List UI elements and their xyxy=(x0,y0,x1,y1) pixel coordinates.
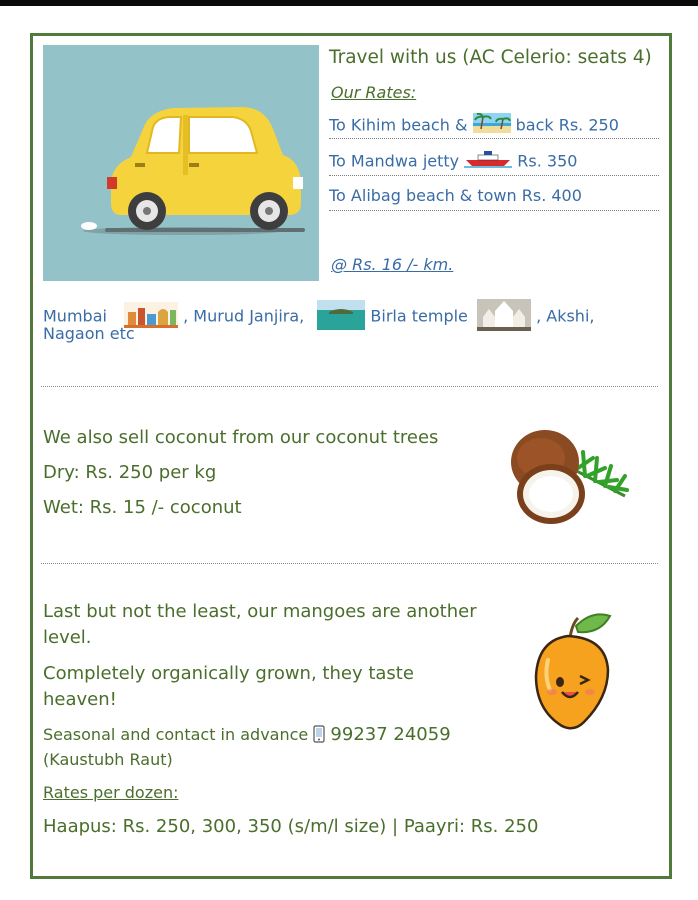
mango-rates: Haapus: Rs. 250, 300, 350 (s/m/l size) | Paayri: Rs. 250 xyxy=(43,816,539,837)
coconut-wet-price: Wet: Rs. 15 /- coconut xyxy=(43,497,242,518)
travel-title: Travel with us (AC Celerio: seats 4) xyxy=(329,47,652,68)
seasonal-text: Seasonal and contact in advance xyxy=(43,725,314,744)
phone-icon xyxy=(313,725,325,747)
mango-icon xyxy=(530,610,616,738)
place-mumbai: Mumbai xyxy=(43,306,107,326)
coconut-dry-price: Dry: Rs. 250 per kg xyxy=(43,462,217,483)
mango-organic-line2: heaven! xyxy=(43,689,117,710)
place-murud: , Murud Janjira, xyxy=(183,306,310,326)
place-akshi: , Akshi, xyxy=(536,306,595,326)
rate-kihim-label: To Kihim beach & xyxy=(329,115,473,135)
place-birla: Birla temple xyxy=(370,306,468,326)
rates-heading: Our Rates: xyxy=(331,83,417,102)
top-edge-bar xyxy=(0,0,698,6)
rate-mandwa-price: Rs. 350 xyxy=(517,151,578,171)
mango-intro-line1: Last but not the least, our mangoes are another xyxy=(43,601,477,622)
divider-2 xyxy=(41,563,658,564)
rate-alibag-label: To Alibag beach & town Rs. 400 xyxy=(329,186,582,205)
place-nagaon: Nagaon etc xyxy=(43,324,135,343)
seasonal-contact-line xyxy=(43,724,451,747)
boat-icon xyxy=(464,150,512,172)
per-km-rate: @ Rs. 16 /- km. xyxy=(331,255,454,274)
divider-1 xyxy=(41,386,658,387)
rate-mandwa-label: To Mandwa jetty xyxy=(329,151,465,171)
rate-alibag xyxy=(329,185,659,211)
murud-janjira-icon xyxy=(317,300,365,334)
rate-mandwa xyxy=(329,150,659,176)
coconut-intro: We also sell coconut from our coconut trees xyxy=(43,427,439,448)
rate-kihim-price: back Rs. 250 xyxy=(515,115,619,135)
mango-organic-line1: Completely organically grown, they taste xyxy=(43,663,414,684)
coconut-icon xyxy=(505,424,633,534)
rates-per-dozen-heading: Rates per dozen: xyxy=(43,783,179,802)
phone-number[interactable]: 99237 24059 xyxy=(330,724,451,745)
rate-kihim xyxy=(329,113,659,139)
mango-intro-line2: level. xyxy=(43,627,92,648)
beach-icon xyxy=(473,113,511,137)
contact-name: (Kaustubh Raut) xyxy=(43,750,173,769)
yellow-car-image xyxy=(43,45,319,281)
birla-temple-icon xyxy=(477,299,531,335)
